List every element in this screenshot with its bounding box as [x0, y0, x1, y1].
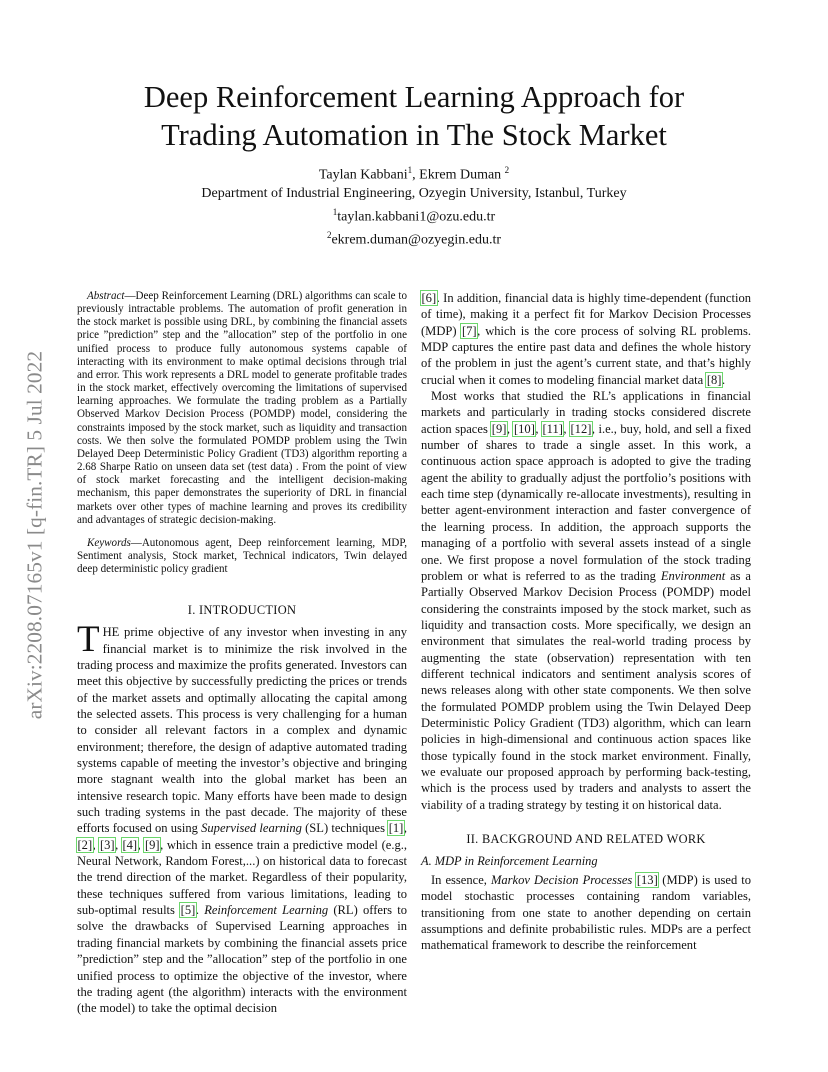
- citation-link[interactable]: [5]: [180, 903, 196, 918]
- intro-text: , i.e., buy, hold, and sell a fixed number of shares to trade a single asset. In this work, a continuous action space approach is adopted to give the trading agent the ability to gradually adjust the portfolio’s positions with each time step (dynamically re-allocate investments), resulting in better agent-environment interaction and faster convergence of the learning process. In addition, the approach supports the managing of a portfolio with several assets instead of a single one. We first propose a novel formulation of the stock trading problem or what is referred to as the trading: [421, 421, 751, 583]
- intro-text: , which in essence train a predictive model (e.g., Neural Network, Random Forest,...) on historical data to forecast the trend direction of the market. Regardless of their popularity, these techniques suffered from various limitations, leading to sub-optimal results: [77, 837, 408, 918]
- drop-cap: T: [77, 619, 100, 661]
- citation-link[interactable]: [12]: [570, 421, 592, 436]
- intro-text: (RL) offers to solve the drawbacks of Supervised Learning approaches in trading financial markets by combining the financial assets price ”prediction” step and the ”allocation” step of the portfolio in one unified process to optimize the objective of the investor, where the trading agent (the algorithm) interacts with the environment (the model) to take the optimal decision: [77, 903, 407, 1016]
- intro-paragraph-1: [77, 619, 408, 1016]
- author-block: [0, 161, 828, 250]
- citation-link[interactable]: [1]: [388, 821, 404, 836]
- punctuation: ,: [137, 837, 145, 852]
- email-2[interactable]: ekrem.duman@ozyegin.edu.tr: [331, 232, 502, 248]
- subsection-heading-mdp: A. MDP in Reinforcement Learning: [421, 854, 598, 868]
- abstract-text: —Deep Reinforcement Learning (DRL) algorithms can scale to previously intractable problems. The automation of profit generation in the stock market is possible using DRL, by combining the financial assets price ”prediction” step and the ”allocation” step of the portfolio in one unified process to produce fully autonomous systems capable of interacting with its environment to make optimal decisions through trial and error. This work represents a DRL model to generate profitable trades in the stock market, effectively overcoming the limitations of supervised learning approaches. We formulate the trading problem as a Partially Observed Markov Decision Process (POMDP) model, considering the constraints imposed by the stock market, such as liquidity and transaction costs. We then solve the formulated POMDP problem using the Twin Delayed Deep Deterministic Policy Gradient (TD3) algorithm reporting a 2.68 Sharpe Ratio on unseen data set (test data) . From the point of view of stock market forecasting and the intelligent decision-making mechanism, this paper demonstrates the superiority of DRL in financial markets over other types of machine learning and proves its credibility and advantages of strategic decision-making.: [77, 290, 407, 526]
- citation-link[interactable]: [4]: [122, 837, 138, 852]
- intro-text: . In addition, financial data is highly time-dependent (function of time), making it a perfect fit for Markov Decision Processes (MDP): [421, 291, 751, 338]
- citation-link[interactable]: [7]: [461, 323, 477, 338]
- section-heading-background: II. BACKGROUND AND RELATED WORK: [466, 832, 706, 846]
- keywords-text: —Autonomous agent, Deep reinforcement learning, MDP, Sentiment analysis, Stock market, Technical indicators, Twin delayed deep deterministic policy gradient: [77, 536, 407, 576]
- term-supervised-learning: Supervised learning: [201, 821, 302, 836]
- keywords: [77, 537, 407, 576]
- citation-link[interactable]: [10]: [513, 421, 535, 436]
- affiliation: Department of Industrial Engineering, Ozyegin University, Istanbul, Turkey: [201, 185, 627, 201]
- email-1-sup: 1: [332, 206, 338, 217]
- author-2: , Ekrem Duman: [412, 167, 505, 183]
- citation-link[interactable]: [6]: [421, 291, 437, 305]
- author-names: [0, 161, 828, 185]
- term-environment: Environment: [660, 568, 726, 583]
- section-heading-introduction: I. INTRODUCTION: [187, 603, 297, 618]
- intro-paragraph-1-cont: [421, 290, 751, 388]
- punctuation: ,: [535, 421, 542, 436]
- abstract-label: Abstract: [87, 290, 125, 302]
- punctuation: ,: [403, 821, 407, 836]
- intro-text: , which is the core process of solving RL problems. MDP captures the entire past data and defines the whole history of the problem in just the agent’s current state, and that’s highly crucial when it comes to modeling financial market data: [421, 323, 751, 387]
- citation-link[interactable]: [3]: [99, 837, 115, 852]
- author-2-sup: 2: [504, 165, 510, 175]
- title-line-2: Trading Automation in The Stock Market: [161, 118, 667, 152]
- title-line-1: Deep Reinforcement Learning Approach for: [143, 80, 685, 114]
- intro-paragraph-2: [421, 388, 751, 813]
- term-mdp: Markov Decision Processes: [490, 873, 633, 887]
- citation-link[interactable]: [8]: [706, 372, 722, 387]
- citation-link[interactable]: [2]: [77, 837, 93, 852]
- abstract: [77, 290, 407, 527]
- email-1[interactable]: taylan.kabbani1@ozu.edu.tr: [337, 209, 496, 225]
- citation-link[interactable]: [13]: [636, 873, 658, 887]
- punctuation: .: [195, 903, 205, 918]
- intro-text: (SL) techniques: [301, 821, 389, 836]
- right-column: [421, 290, 751, 954]
- email-2-sup: 2: [326, 230, 332, 241]
- author-1: Taylan Kabbani: [318, 167, 408, 183]
- punctuation: ,: [506, 421, 514, 436]
- email-2-line: [0, 226, 828, 250]
- punctuation: ,: [563, 421, 570, 436]
- background-paragraph-1: [421, 872, 751, 954]
- email-1-line: [0, 203, 828, 227]
- author-1-sup: 1: [407, 165, 413, 175]
- citation-link[interactable]: [9]: [144, 837, 160, 852]
- intro-text: HE prime objective of any investor when investing in any financial market is to minimize the risk involved in the trading process and maximize the profits generated. Investors can meet this objective by successfully predicting the prices or trends of the market assets and optimally allocating the capital among the selected assets. This process is very challenging for a human to consider all relevant factors in a complex and dynamic environment; therefore, the design of adaptive automated trading systems capable of meeting the investor’s objective and bringing more stagnant wealth into the global market has been an intensive research topic. Many efforts have been made to design such trading systems in the past decade. The majority of these efforts focused on using: [77, 625, 407, 836]
- left-column: [77, 290, 407, 1017]
- intro-text: Most works that studied the RL’s applications in financial markets and particularly in trading stocks considered discrete action spaces: [421, 389, 751, 436]
- background-text: (MDP) is used to model stochastic processes containing random variables, transitioning from one state to another depending on certain assumptions and definite probabilistic rules. MDPs are a perfect mathematical framework to describe the reinforcement: [421, 873, 751, 953]
- keywords-label: Keywords: [87, 536, 131, 549]
- term-reinforcement-learning: Reinforcement Learning: [204, 903, 329, 918]
- punctuation: ,: [92, 837, 100, 852]
- punctuation: .: [721, 372, 726, 387]
- arxiv-stamp: [22, 296, 48, 774]
- arxiv-id: arXiv:2208.07165v1 [q-fin.TR] 5 Jul 2022: [22, 350, 47, 720]
- citation-link[interactable]: [11]: [542, 421, 563, 436]
- paper-title: [0, 78, 828, 154]
- background-text: In essence,: [431, 873, 491, 887]
- citation-link[interactable]: [9]: [491, 421, 507, 436]
- intro-text: as a Partially Observed Markov Decision Process (POMDP) model considering the constraints imposed by the stock market, such as liquidity and transaction costs. More specifically, we design an environment that simulates the real-world trading process by augmenting the state (observation) representation with ten different technical indicators and sentiment analysis scores of news releases along with other state components. We then solve the formulated POMDP problem using the Twin Delayed Deep Deterministic Policy Gradient (TD3) algorithm, which can learn policies in high-dimensional and continuous action spaces like those typically found in the stock market environment. Finally, we evaluate our proposed approach by performing back-testing, which is the process used by traders and analysts to assert the viability of a trading strategy by testing it on historical data.: [421, 568, 751, 812]
- punctuation: ,: [115, 837, 122, 852]
